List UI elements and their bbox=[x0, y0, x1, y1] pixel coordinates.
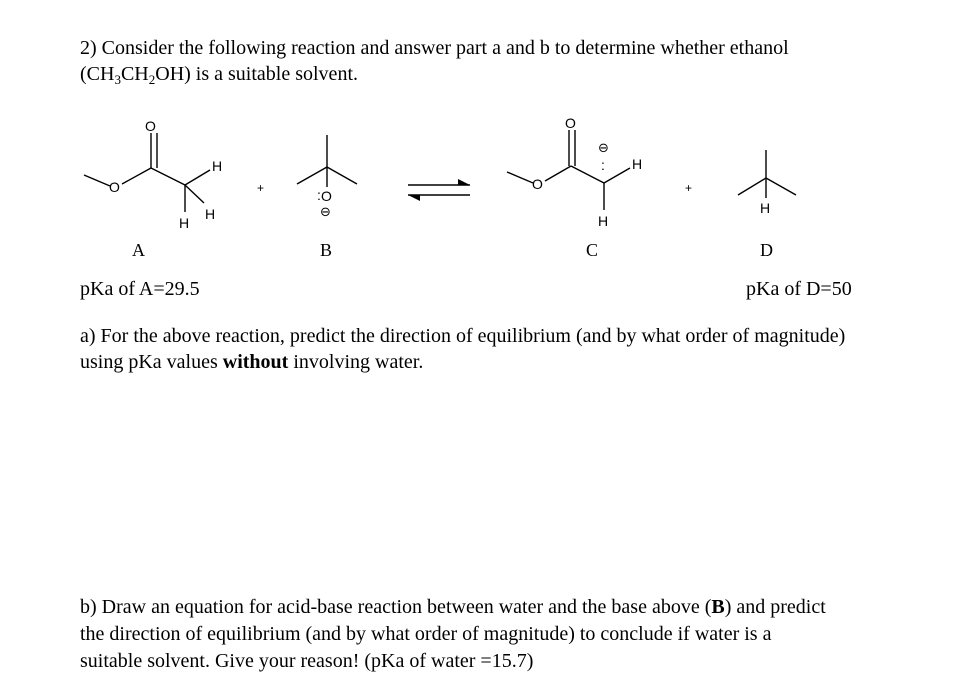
part-a-line-2 bbox=[80, 350, 423, 374]
part-a-pre: using pKa values bbox=[80, 351, 223, 373]
label-a: A bbox=[132, 240, 145, 260]
charge-c: ⊖ bbox=[598, 140, 609, 155]
part-a-bold: without bbox=[222, 351, 289, 373]
molecule-c bbox=[507, 115, 642, 229]
part-b-line-3: suitable solvent. Give your reason! (pKa of water =15.7) bbox=[80, 650, 534, 672]
q-sub3: 3 bbox=[114, 72, 121, 87]
pka-d: pKa of D=50 bbox=[746, 278, 852, 300]
lone-pair-b: : bbox=[317, 187, 321, 203]
label-d: D bbox=[760, 240, 773, 260]
molecule-d bbox=[738, 150, 796, 216]
atom-o-b: O bbox=[321, 188, 332, 204]
q-ch: CH bbox=[120, 63, 149, 85]
part-b-line-1 bbox=[80, 595, 826, 619]
atom-h-c2: H bbox=[598, 213, 609, 229]
atom-o-ester-a: O bbox=[109, 179, 120, 195]
question-line-1: 2) Consider the following reaction and answer part a and b to determine whether ethanol bbox=[80, 37, 789, 59]
lone-pair-c: : bbox=[601, 157, 605, 173]
charge-b: ⊖ bbox=[320, 204, 331, 219]
molecule-a bbox=[84, 118, 222, 231]
part-a-line-1: a) For the above reaction, predict the direction of equilibrium (and by what order of magnitude) bbox=[80, 325, 846, 347]
part-b-bold: B bbox=[711, 596, 725, 618]
part-b-pre: b) Draw an equation for acid-base reaction between water and the base above ( bbox=[80, 596, 712, 618]
atom-o-carbonyl-c: O bbox=[565, 115, 576, 131]
plus-sign-1: + bbox=[257, 181, 265, 195]
atom-h-a3: H bbox=[205, 206, 216, 222]
part-a-post: involving water. bbox=[288, 351, 424, 373]
q-close: OH) is a suitable solvent. bbox=[155, 63, 358, 85]
atom-o-carbonyl-a: O bbox=[145, 118, 156, 134]
atom-o-ester-c: O bbox=[532, 176, 543, 192]
atom-h-a1: H bbox=[212, 158, 223, 174]
label-b: B bbox=[320, 240, 333, 260]
label-c: C bbox=[586, 240, 599, 260]
atom-h-c1: H bbox=[632, 156, 643, 172]
atom-h-a2: H bbox=[179, 215, 190, 231]
q-open: (CH bbox=[80, 63, 115, 85]
q-sub2: 2 bbox=[148, 72, 156, 87]
part-b-post: ) and predict bbox=[724, 596, 826, 618]
reaction-scheme bbox=[0, 0, 976, 300]
pka-a: pKa of A=29.5 bbox=[80, 278, 200, 300]
atom-h-d: H bbox=[760, 200, 771, 216]
plus-sign-2: + bbox=[685, 181, 693, 195]
part-b-line-2: the direction of equilibrium (and by what order of magnitude) to conclude if water is a bbox=[80, 623, 772, 645]
equilibrium-arrows bbox=[408, 179, 470, 201]
molecule-b bbox=[297, 135, 357, 219]
